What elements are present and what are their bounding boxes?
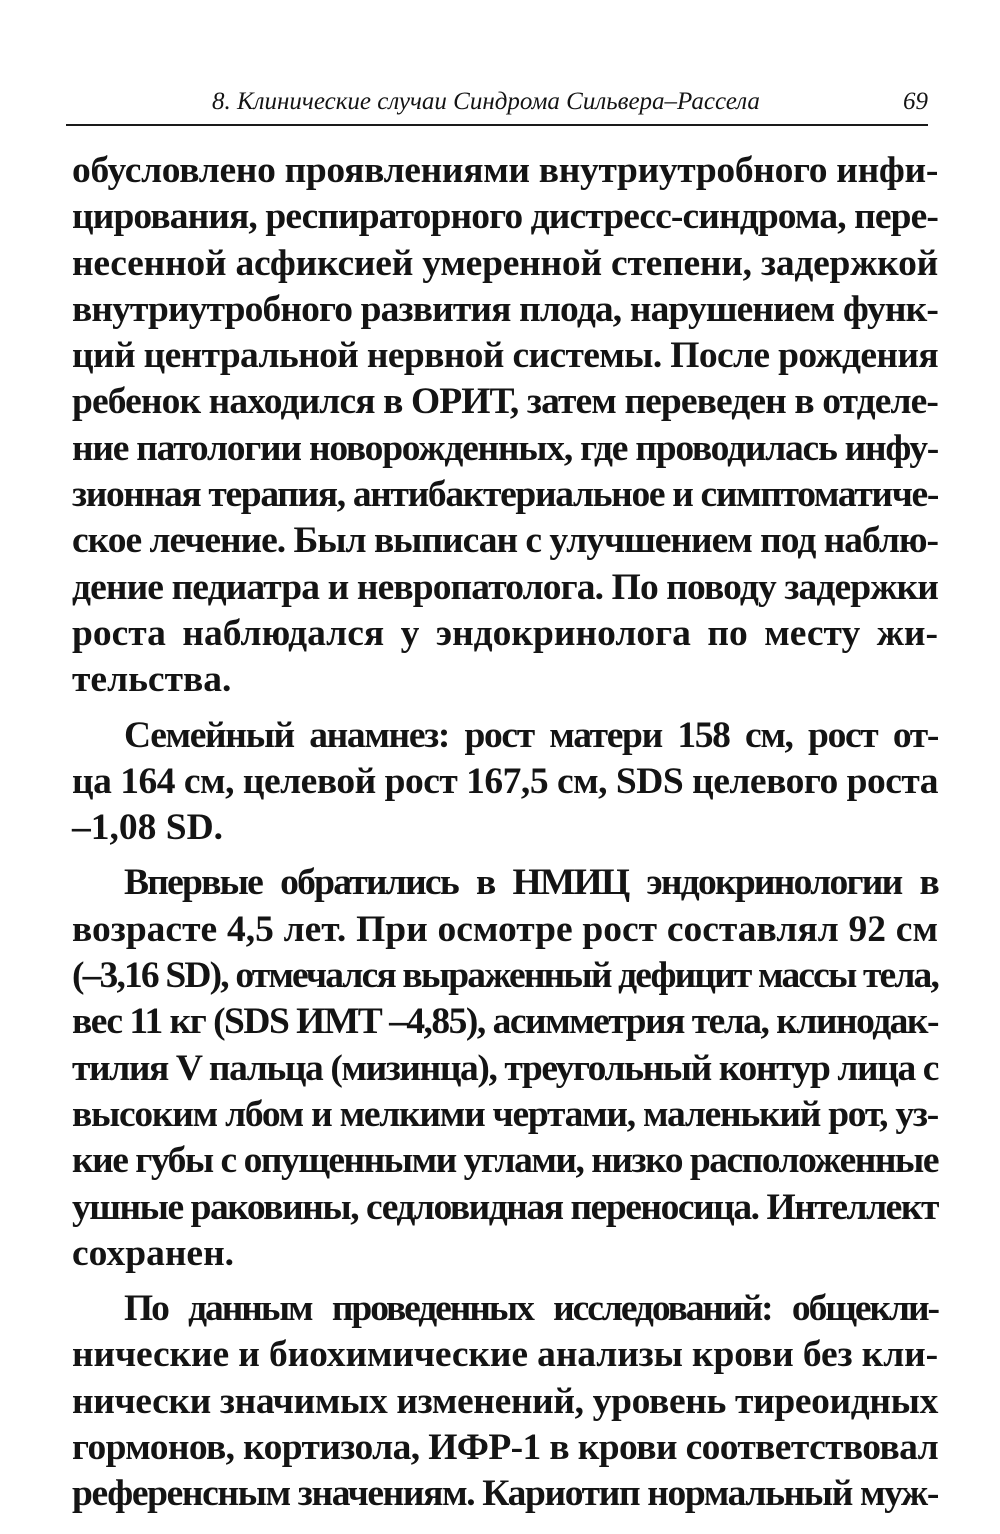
text-line: референсным значениям. Кариотип нормальный муж- xyxy=(72,1473,938,1515)
body-text xyxy=(72,148,938,1527)
chapter-title: 8. Клинические случаи Синдрома Сильвера–Рассела xyxy=(212,88,760,115)
text-line: (–3,16 SD), отмечался выраженный дефицит массы тела, xyxy=(72,955,938,997)
text-line: ребенок находился в ОРИТ, затем переведен в отделе- xyxy=(72,381,938,423)
text-line: ние патологии новорожденных, где проводилась инфу- xyxy=(72,427,938,469)
paragraph xyxy=(72,860,938,1277)
text-line: сохранен. xyxy=(72,1232,235,1274)
text-line: ское лечение. Был выписан с улучшением под наблю- xyxy=(72,520,938,562)
text-line: –1,08 SD. xyxy=(72,807,224,849)
text-line: вес 11 кг (SDS ИМТ –4,85), асимметрия тела, клинодак- xyxy=(72,1001,938,1043)
text-line: тельства. xyxy=(72,659,232,701)
text-line: ций центральной нервной системы. После рождения xyxy=(72,335,938,377)
text-line: несенной асфиксией умеренной степени, задержкой xyxy=(72,242,938,284)
text-line: нические и биохимические анализы крови без кли- xyxy=(72,1334,938,1376)
text-line: высоким лбом и мелкими чертами, маленький рот, уз- xyxy=(72,1093,938,1135)
page-number: 69 xyxy=(903,88,928,115)
text-line: дение педиатра и невропатолога. По поводу задержки xyxy=(72,566,938,608)
text-line: тилия V пальца (мизинца), треугольный контур лица с xyxy=(72,1047,938,1089)
running-header xyxy=(66,84,928,126)
text-line: зионная терапия, антибактериальное и симптоматиче- xyxy=(72,474,938,516)
text-line: гормонов, кортизола, ИФР-1 в крови соответствовал xyxy=(72,1427,938,1469)
text-line: кие губы с опущенными углами, низко расположенные xyxy=(72,1140,938,1182)
text-line: нически значимых изменений, уровень тиреоидных xyxy=(72,1380,938,1422)
text-line: Семейный анамнез: рост матери 158 см, рост от- xyxy=(124,714,938,756)
paragraph xyxy=(72,713,938,852)
text-line: цирования, респираторного дистресс-синдрома, пере- xyxy=(72,196,938,238)
text-line: роста наблюдался у эндокринолога по месту жи- xyxy=(72,612,938,654)
paragraph xyxy=(72,1286,938,1517)
paragraph xyxy=(72,148,938,704)
text-line: внутриутробного развития плода, нарушением функ- xyxy=(72,288,938,330)
text-line: возрасте 4,5 лет. При осмотре рост составлял 92 см xyxy=(72,908,938,950)
text-line: По данным проведенных исследований: общекли- xyxy=(124,1288,938,1330)
text-line: ца 164 см, целевой рост 167,5 см, SDS целевого роста xyxy=(72,760,938,802)
text-line: обусловлено проявлениями внутриутробного инфи- xyxy=(72,150,938,191)
text-line: ушные раковины, седловидная переносица. Интеллект xyxy=(72,1186,938,1228)
text-line: Впервые обратились в НМИЦ эндокринологии в xyxy=(124,862,938,904)
